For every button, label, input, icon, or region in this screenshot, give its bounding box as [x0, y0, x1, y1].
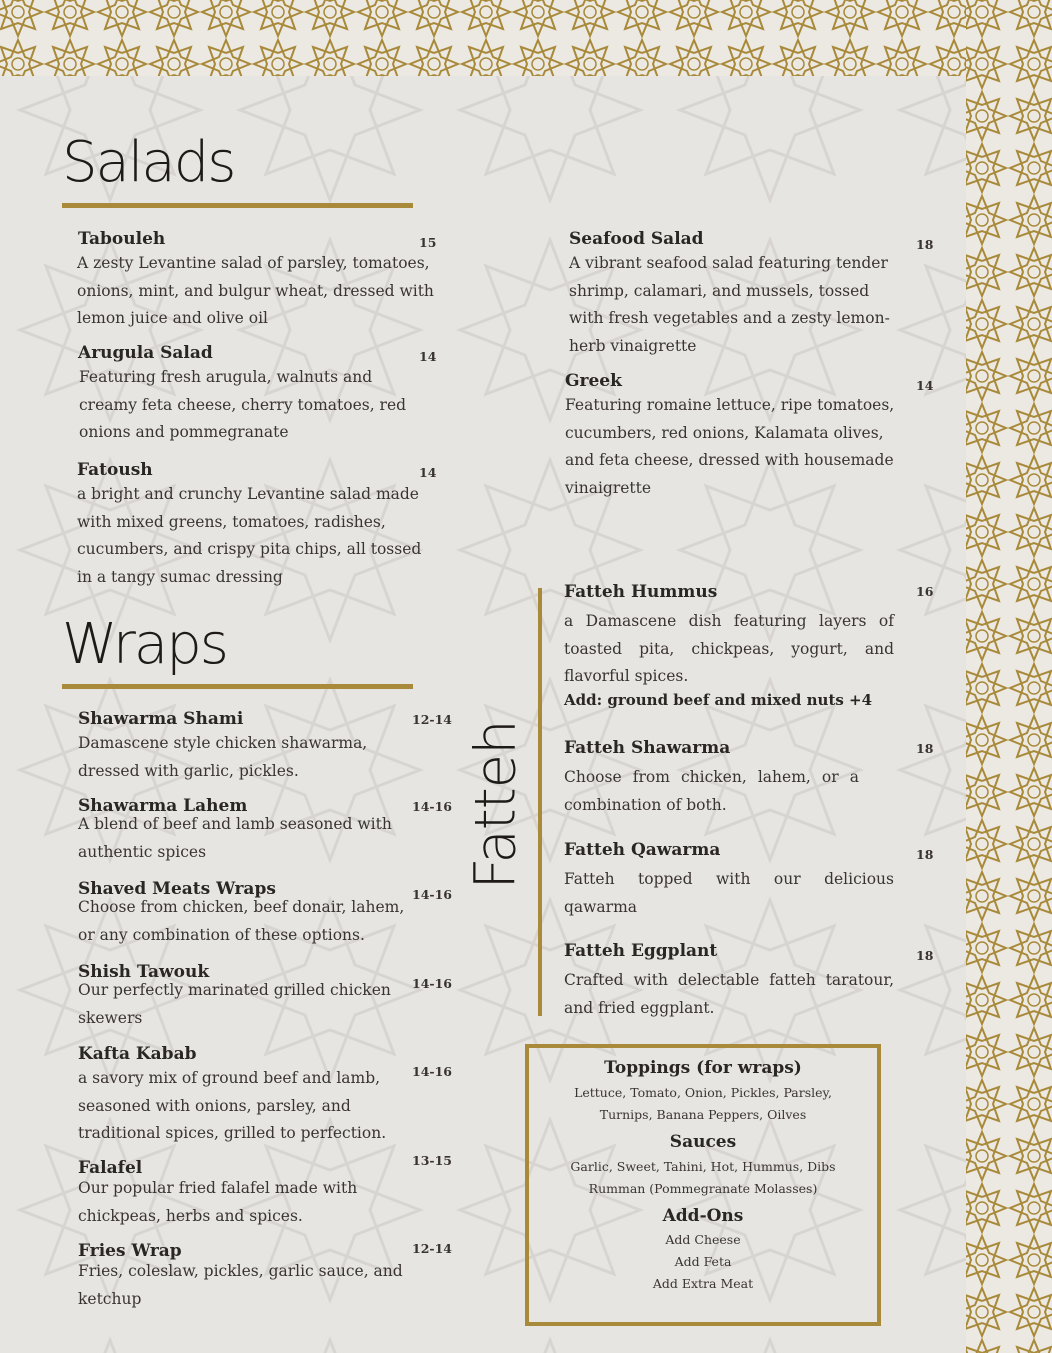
item-description: Fries, coleslaw, pickles, garlic sauce, and ketchup	[78, 1262, 403, 1308]
menu-item-fatteh-hummus	[564, 581, 894, 709]
sauces-title: Sauces	[669, 1132, 737, 1152]
item-price: 14-16	[412, 799, 452, 814]
menu-item-tabouleh	[78, 228, 443, 333]
item-description: Fatteh topped with our delicious qawarma	[564, 870, 894, 916]
salads-divider	[62, 203, 413, 208]
item-name: Arugula Salad	[78, 343, 213, 363]
menu-item-fatteh-shawarma	[564, 737, 859, 819]
sauces-list-line-2: Rumman (Pommegranate Molasses)	[588, 1181, 818, 1196]
menu-item-shawarma-lahem	[78, 795, 408, 866]
addon-item: Add Cheese	[665, 1232, 741, 1247]
item-price: 14	[419, 465, 437, 480]
item-name: Shaved Meats Wraps	[78, 879, 276, 899]
item-price: 14-16	[412, 976, 452, 991]
item-price: 13-15	[412, 1153, 452, 1168]
menu-item-seafood-salad	[569, 228, 904, 360]
item-description: Choose from chicken, lahem, or a combination of both.	[564, 768, 859, 814]
fatteh-heading-text: Fatteh	[463, 720, 529, 890]
right-border-pattern	[966, 0, 1052, 1353]
item-description: a bright and crunchy Levantine salad made with mixed greens, tomatoes, radishes, cucumbers, and crispy pita chips, all tossed in a tangy sumac dressing	[77, 485, 422, 586]
toppings-list-line-1: Lettuce, Tomato, Onion, Pickles, Parsley,	[574, 1085, 832, 1100]
item-addon: Add: ground beef and mixed nuts +4	[564, 690, 873, 709]
item-description: Crafted with delectable fatteh taratour, and fried eggplant.	[564, 971, 894, 1017]
salads-heading: Salads	[62, 130, 235, 195]
menu-item-kafta-kabab	[78, 1043, 408, 1148]
item-name: Fatoush	[77, 460, 153, 480]
fatteh-divider	[538, 588, 542, 1016]
item-price: 12-14	[412, 1241, 452, 1256]
addons-title: Add-Ons	[662, 1206, 744, 1226]
item-name: Seafood Salad	[569, 229, 704, 249]
item-name: Tabouleh	[78, 229, 166, 249]
item-description: Featuring romaine lettuce, ripe tomatoes, cucumbers, red onions, Kalamata olives, and feta cheese, dressed with housemade vinaigrette	[565, 396, 895, 497]
menu-item-arugula-salad	[78, 342, 418, 447]
item-price: 18	[916, 948, 934, 963]
menu-item-falafel	[78, 1157, 408, 1230]
item-name: Fatteh Eggplant	[564, 941, 718, 961]
item-name: Fries Wrap	[78, 1241, 182, 1261]
item-name: Shawarma Lahem	[78, 796, 248, 816]
item-description: a Damascene dish featuring layers of toasted pita, chickpeas, yogurt, and flavorful spices.	[564, 612, 894, 685]
item-price: 14-16	[412, 1064, 452, 1079]
menu-item-fries-wrap	[78, 1240, 413, 1313]
item-description: Damascene style chicken shawarma, dressed with garlic, pickles.	[78, 734, 368, 780]
item-name: Kafta Kabab	[78, 1044, 197, 1064]
menu-item-shaved-meats-wraps	[78, 878, 423, 949]
item-price: 18	[916, 847, 934, 862]
item-name: Shawarma Shami	[78, 709, 244, 729]
item-description: A blend of beef and lamb seasoned with authentic spices	[78, 815, 392, 861]
addon-item: Add Feta	[674, 1254, 732, 1269]
toppings-list-line-2: Turnips, Banana Peppers, Oilves	[599, 1107, 807, 1122]
item-description: Featuring fresh arugula, walnuts and creamy feta cheese, cherry tomatoes, red onions and pommegranate	[79, 368, 407, 441]
item-description: Choose from chicken, beef donair, lahem, or any combination of these options.	[78, 898, 405, 944]
item-name: Fatteh Qawarma	[564, 840, 721, 860]
item-price: 15	[419, 235, 437, 250]
toppings-title: Toppings (for wraps)	[604, 1058, 802, 1078]
item-price: 18	[916, 237, 934, 252]
item-name: Falafel	[78, 1158, 143, 1178]
sauces-list-line-1: Garlic, Sweet, Tahini, Hot, Hummus, Dibs	[570, 1159, 836, 1174]
fatteh-heading	[463, 720, 529, 890]
menu-item-fatteh-qawarma	[564, 839, 894, 921]
item-price: 18	[916, 741, 934, 756]
wraps-divider	[62, 684, 413, 689]
item-name: Fatteh Shawarma	[564, 738, 731, 758]
item-description: A zesty Levantine salad of parsley, tomatoes, onions, mint, and bulgur wheat, dressed with lemon juice and olive oil	[77, 254, 434, 327]
item-name: Shish Tawouk	[78, 962, 210, 982]
item-price: 16	[916, 584, 934, 599]
top-border-pattern	[0, 0, 1052, 76]
item-description: Our popular fried falafel made with chickpeas, herbs and spices.	[78, 1179, 358, 1225]
item-price: 14	[419, 349, 437, 364]
item-price: 14-16	[412, 887, 452, 902]
item-name: Greek	[565, 371, 622, 391]
menu-item-fatteh-eggplant	[564, 940, 894, 1022]
item-description: A vibrant seafood salad featuring tender shrimp, calamari, and mussels, tossed with fresh vegetables and a zesty lemon-herb vinaigrette	[569, 254, 890, 355]
item-price: 14	[916, 378, 934, 393]
menu-item-greek	[565, 370, 910, 502]
menu-item-fatoush	[77, 459, 429, 591]
item-price: 12-14	[412, 712, 452, 727]
item-description: Our perfectly marinated grilled chicken skewers	[78, 981, 391, 1027]
extras-box	[525, 1044, 881, 1326]
menu-item-shish-tawouk	[78, 961, 408, 1032]
item-description: a savory mix of ground beef and lamb, seasoned with onions, parsley, and traditional spices, grilled to perfection.	[78, 1069, 387, 1142]
item-name: Fatteh Hummus	[564, 582, 718, 602]
menu-item-shawarma-shami	[78, 708, 418, 785]
addon-item: Add Extra Meat	[652, 1276, 754, 1291]
wraps-heading: Wraps	[62, 612, 227, 677]
